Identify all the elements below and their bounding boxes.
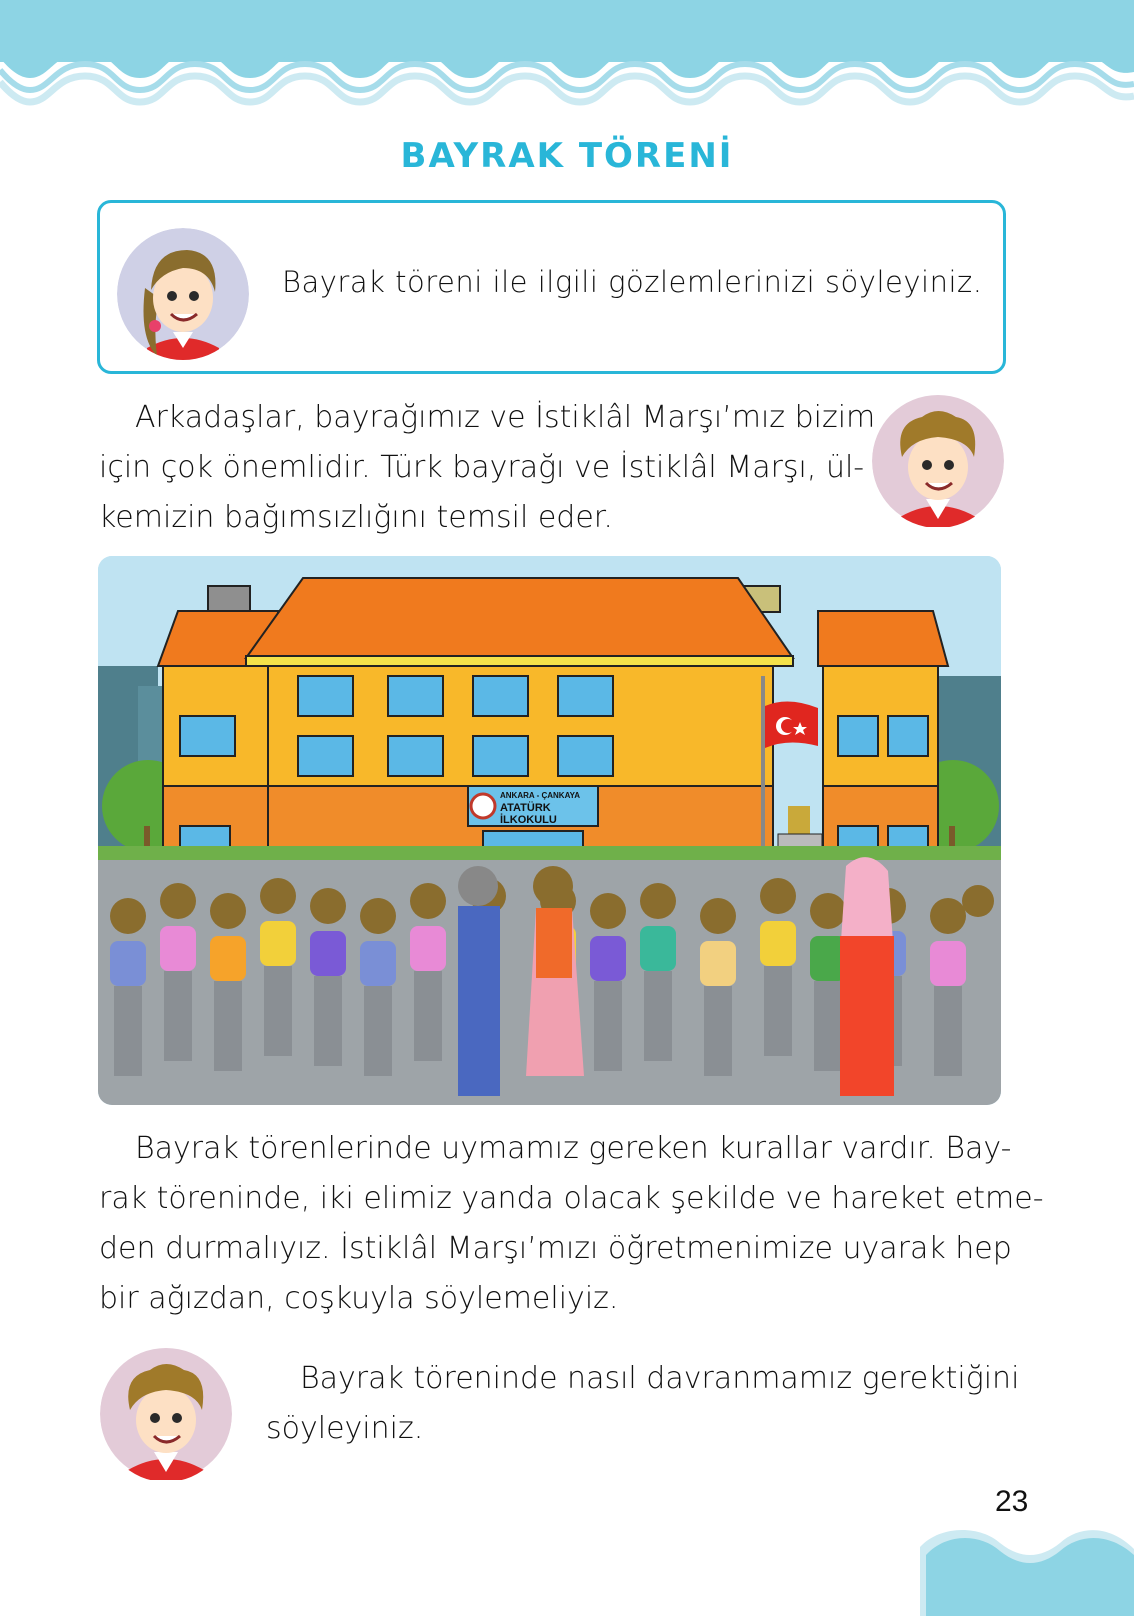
intro-paragraph xyxy=(99,393,876,543)
paragraph-line: den durmalıyız. İstiklâl Marşı’mızı öğretmenimize uyarak hep xyxy=(99,1231,1012,1266)
bottom-wave-decoration xyxy=(920,1525,1134,1616)
question-paragraph xyxy=(266,1354,1020,1454)
sign-line1-text: ATATÜRK xyxy=(500,802,551,814)
paragraph-line: Arkadaşlar, bayrağımız ve İstiklâl Marşı’mız bizim xyxy=(135,400,876,435)
paragraph-line: kemizin bağımsızlığını temsil eder. xyxy=(99,500,613,535)
sign-line2-text: İLKOKULU xyxy=(500,814,557,826)
rules-paragraph xyxy=(99,1124,1044,1324)
boy-avatar-icon xyxy=(100,1346,232,1482)
page-title: BAYRAK TÖRENİ xyxy=(400,136,734,176)
flag-ceremony-illustration xyxy=(98,556,1001,1105)
paragraph-line: söyleyiniz. xyxy=(266,1411,424,1446)
prompt-text: Bayrak töreni ile ilgili gözlemlerinizi söyleyiniz. xyxy=(282,265,983,299)
sign-top-text: ANKARA - ÇANKAYA xyxy=(500,791,581,800)
boy-avatar-icon xyxy=(872,394,1004,528)
page-number: 23 xyxy=(995,1485,1029,1518)
paragraph-line: için çok önemlidir. Türk bayrağı ve İstiklâl Marşı, ül- xyxy=(99,450,865,485)
paragraph-line: bir ağızdan, coşkuyla söylemeliyiz. xyxy=(99,1281,619,1316)
paragraph-line: Bayrak törenlerinde uymamız gereken kurallar vardır. Bay- xyxy=(135,1131,1012,1166)
prompt-box xyxy=(97,200,1006,374)
girl-avatar-icon xyxy=(117,228,249,360)
paragraph-line: rak töreninde, iki elimiz yanda olacak şekilde ve hareket etme- xyxy=(99,1181,1044,1216)
paragraph-line: Bayrak töreninde nasıl davranmamız gerektiğini xyxy=(300,1361,1020,1396)
top-wave-banner xyxy=(0,0,1134,110)
